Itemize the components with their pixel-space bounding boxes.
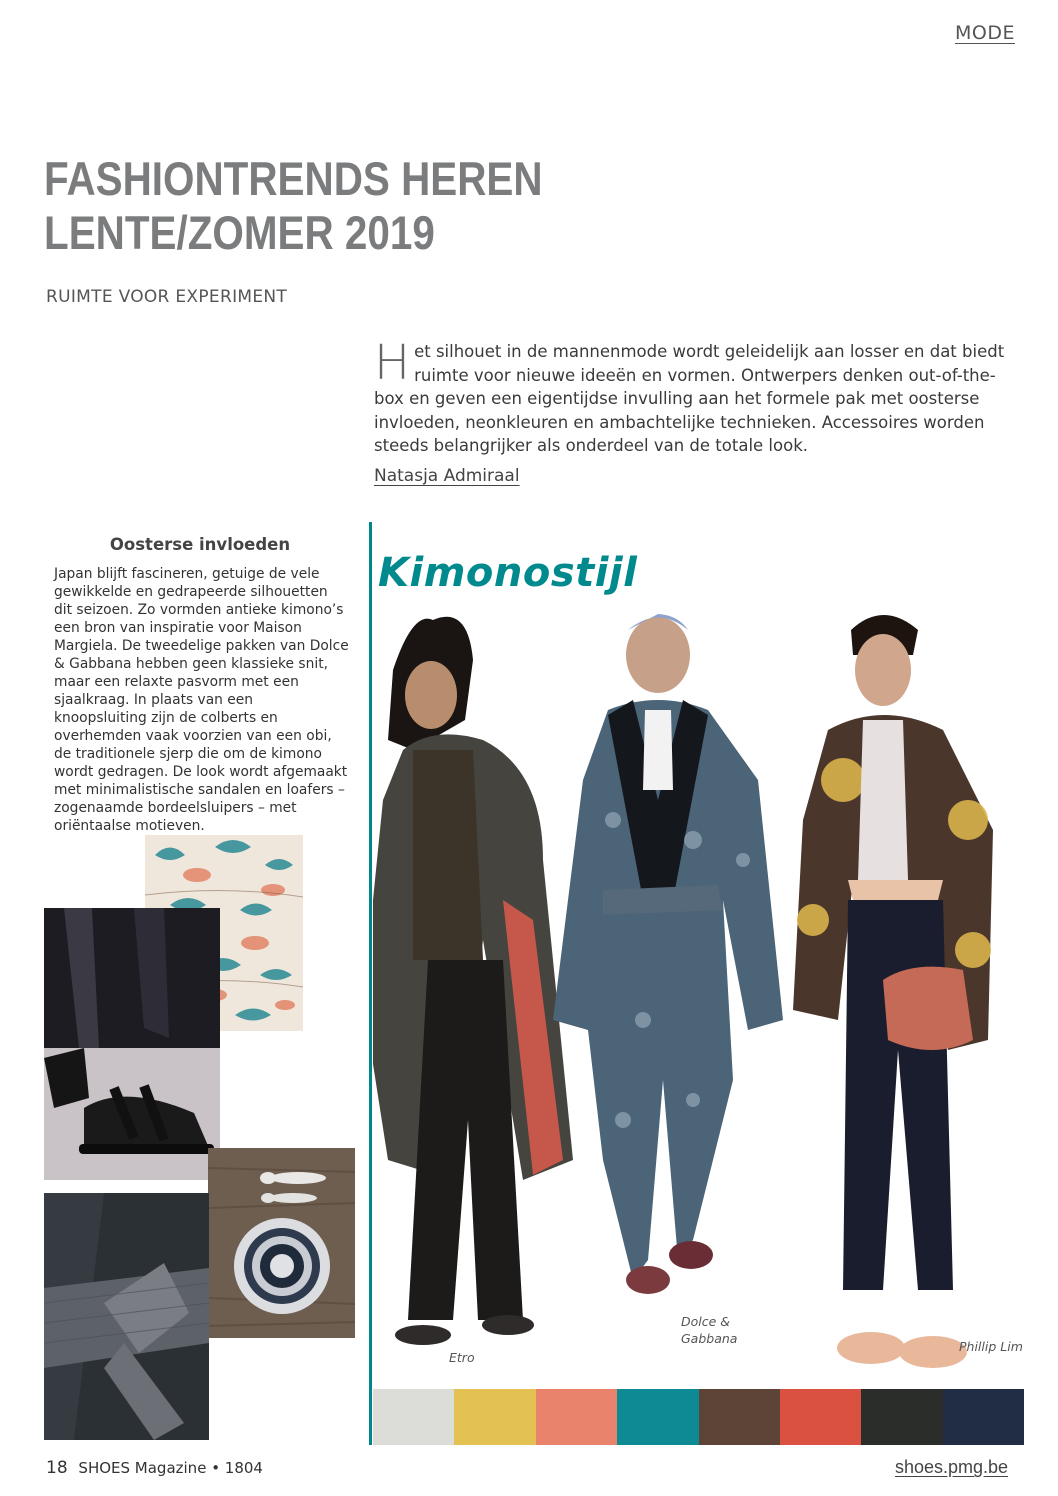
title-line-2: LENTE/ZOMER 2019 (44, 206, 435, 259)
sidebar-body: Japan blijft fascineren, getuige de vele gewikkelde en gedrapeerde silhouetten dit seizoen. Zo vormden antieke kimono’s een bron van inspiratie voor Maison Margiela. De tweedelige pakken van Dolce & Gabbana hebben geen klassieke snit, maar een relaxte pasvorm met een sjaalkraag. In plaats van een knoopsluiting zijn de colberts en overhemden vaak voorzien van een obi, de traditionele sjerp die om de kimono wordt gedragen. De look wordt afgemaakt met minimalistische sandalen en loafers – zogenaamde bordeelsluipers – met oriëntaalse motieven. (54, 566, 349, 834)
caption-phillip-lim: Phillip Lim (959, 1339, 1023, 1354)
footer-publication (46, 1458, 263, 1478)
color-palette (373, 1389, 1024, 1445)
page-title (44, 152, 577, 260)
intro-paragraph (374, 335, 1024, 458)
page-number: 18 (46, 1458, 68, 1478)
caption-dolce-gabbana: Dolce & Gabbana (681, 1314, 738, 1346)
palette-swatch-4 (617, 1389, 698, 1445)
sandal-photo (44, 908, 220, 1180)
palette-swatch-5 (699, 1389, 780, 1445)
subtitle: RUIMTE VOOR EXPERIMENT (46, 287, 288, 307)
palette-swatch-8 (943, 1389, 1024, 1445)
runway-models-photo (373, 600, 1024, 1388)
intro-text: et silhouet in de mannenmode wordt geleidelijk aan losser en dat biedt ruimte voor nieuwe ideeën en vormen. Ontwerpers denken out-of-the-box en geven een eigentijdse invulling aan het formele pak met oosterse invloeden, neonkleuren en ambachtelijke technieken. Accessoires worden steeds belangrijker als onderdeel van de totale look. (374, 342, 1005, 455)
feature-divider (369, 522, 372, 1445)
palette-swatch-1 (373, 1389, 454, 1445)
ceramics-photo (208, 1148, 355, 1338)
palette-swatch-7 (861, 1389, 942, 1445)
caption-etro: Etro (449, 1350, 475, 1365)
title-line-1: FASHIONTRENDS HEREN (44, 152, 543, 205)
obi-belt-photo (44, 1193, 209, 1440)
website-link[interactable]: shoes.pmg.be (895, 1457, 1009, 1477)
sidebar-heading: Oosterse invloeden (109, 535, 291, 554)
publication-name: SHOES Magazine • 1804 (78, 1459, 263, 1477)
author-link[interactable]: Natasja Admiraal (374, 466, 520, 486)
section-label: MODE (955, 22, 1015, 44)
drop-cap: H (374, 335, 411, 391)
palette-swatch-3 (536, 1389, 617, 1445)
palette-swatch-6 (780, 1389, 861, 1445)
feature-title: Kimonostijl (378, 550, 638, 596)
palette-swatch-2 (454, 1389, 535, 1445)
